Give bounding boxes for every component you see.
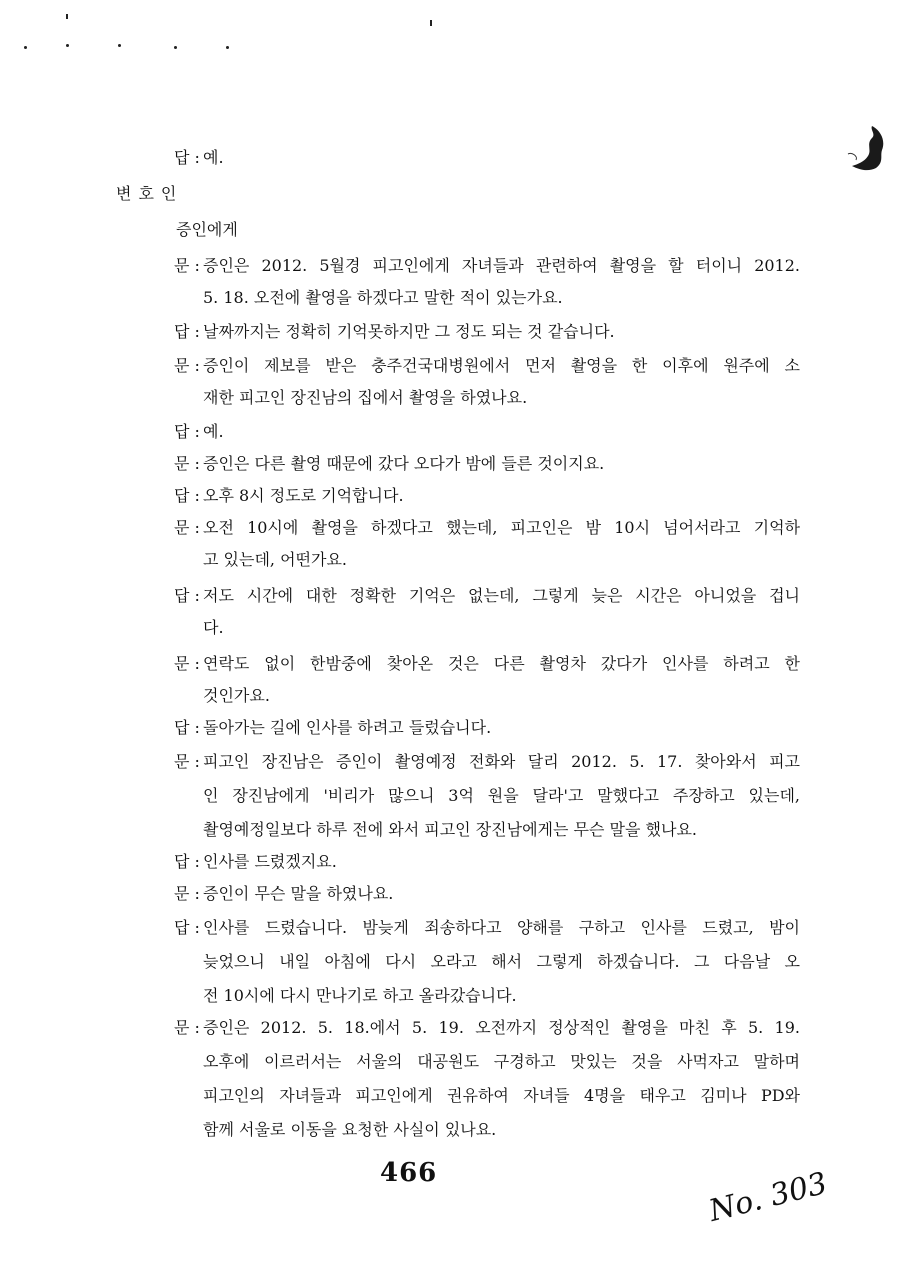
- question-text: 고 있는데, 어떤가요.: [203, 550, 347, 569]
- answer-tag: 답 :: [174, 718, 200, 737]
- question-text: 오후에 이르러서는 서울의 대공원도 구경하고 맛있는 것을 사먹자고 말하며: [203, 1052, 800, 1071]
- question-text: 것인가요.: [203, 686, 270, 705]
- answer-tag: 답 :: [174, 852, 200, 871]
- answer-tag: 답 :: [174, 918, 200, 937]
- answer-text: 다.: [203, 618, 224, 637]
- question-text: 피고인 장진남은 증인이 촬영예정 전화와 달리 2012. 5. 17. 찾아와서 피고: [203, 752, 800, 771]
- question-text: 증인은 2012. 5. 18.에서 5. 19. 오전까지 정상적인 촬영을 마친 후 5. 19.: [203, 1018, 800, 1037]
- answer-text: 돌아가는 길에 인사를 하려고 들렀습니다.: [203, 718, 492, 737]
- question-text: 증인은 다른 촬영 때문에 갔다 오다가 밤에 들른 것이지요.: [203, 454, 605, 473]
- question-text: 증인이 제보를 받은 충주건국대병원에서 먼저 촬영을 한 이후에 원주에 소: [203, 356, 800, 375]
- answer-text: 오후 8시 정도로 기억합니다.: [203, 486, 404, 505]
- answer-tag: 답 :: [174, 422, 200, 441]
- answer-text: 전 10시에 다시 만나기로 하고 올라갔습니다.: [203, 986, 517, 1005]
- question-text: 증인은 2012. 5월경 피고인에게 자녀들과 관련하여 촬영을 할 터이니 2012.: [203, 256, 800, 275]
- question-tag: 문 :: [174, 454, 200, 473]
- speaker-label: 변호인: [116, 184, 184, 203]
- addressee-text: 증인에게: [176, 220, 238, 239]
- question-text: 함께 서울로 이동을 요청한 사실이 있나요.: [203, 1120, 497, 1139]
- question-text: 5. 18. 오전에 촬영을 하겠다고 말한 적이 있는가요.: [203, 288, 563, 307]
- answer-text: 예.: [203, 148, 224, 167]
- question-text: 피고인의 자녀들과 피고인에게 권유하여 자녀들 4명을 태우고 김미나 PD와: [203, 1086, 800, 1105]
- question-text: 재한 피고인 장진남의 집에서 촬영을 하였나요.: [203, 388, 528, 407]
- question-text: 증인이 무슨 말을 하였나요.: [203, 884, 394, 903]
- question-tag: 문 :: [174, 256, 200, 275]
- answer-tag: 답 :: [174, 486, 200, 505]
- question-tag: 문 :: [174, 654, 200, 673]
- answer-text: 늦었으니 내일 아침에 다시 오라고 해서 그렇게 하겠습니다. 그 다음날 오: [203, 952, 800, 971]
- question-tag: 문 :: [174, 518, 200, 537]
- answer-tag: 답 :: [174, 322, 200, 341]
- answer-text: 날짜까지는 정확히 기억못하지만 그 정도 되는 것 같습니다.: [203, 322, 615, 341]
- answer-tag: 답 :: [174, 586, 200, 605]
- handwritten-document-number: No. 303: [705, 1165, 831, 1230]
- question-text: 연락도 없이 한밤중에 찾아온 것은 다른 촬영차 갔다가 인사를 하려고 한: [203, 654, 800, 673]
- answer-text: 인사를 드렸겠지요.: [203, 852, 337, 871]
- answer-text: 인사를 드렸습니다. 밤늦게 죄송하다고 양해를 구하고 인사를 드렸고, 밤이: [203, 918, 800, 937]
- page-number: 466: [380, 1158, 438, 1188]
- answer-tag: 답 :: [174, 148, 200, 167]
- answer-text: 저도 시간에 대한 정확한 기억은 없는데, 그렇게 늦은 시간은 아니었을 겁니: [203, 586, 800, 605]
- question-tag: 문 :: [174, 752, 200, 771]
- question-text: 인 장진남에게 '비리가 많으니 3억 원을 달라'고 말했다고 주장하고 있는데,: [203, 786, 800, 805]
- question-tag: 문 :: [174, 356, 200, 375]
- ink-blot-mark: [842, 120, 888, 176]
- answer-text: 예.: [203, 422, 224, 441]
- question-tag: 문 :: [174, 884, 200, 903]
- question-text: 오전 10시에 촬영을 하겠다고 했는데, 피고인은 밤 10시 넘어서라고 기억하: [203, 518, 800, 537]
- question-tag: 문 :: [174, 1018, 200, 1037]
- question-text: 촬영예정일보다 하루 전에 와서 피고인 장진남에게는 무슨 말을 했나요.: [203, 820, 697, 839]
